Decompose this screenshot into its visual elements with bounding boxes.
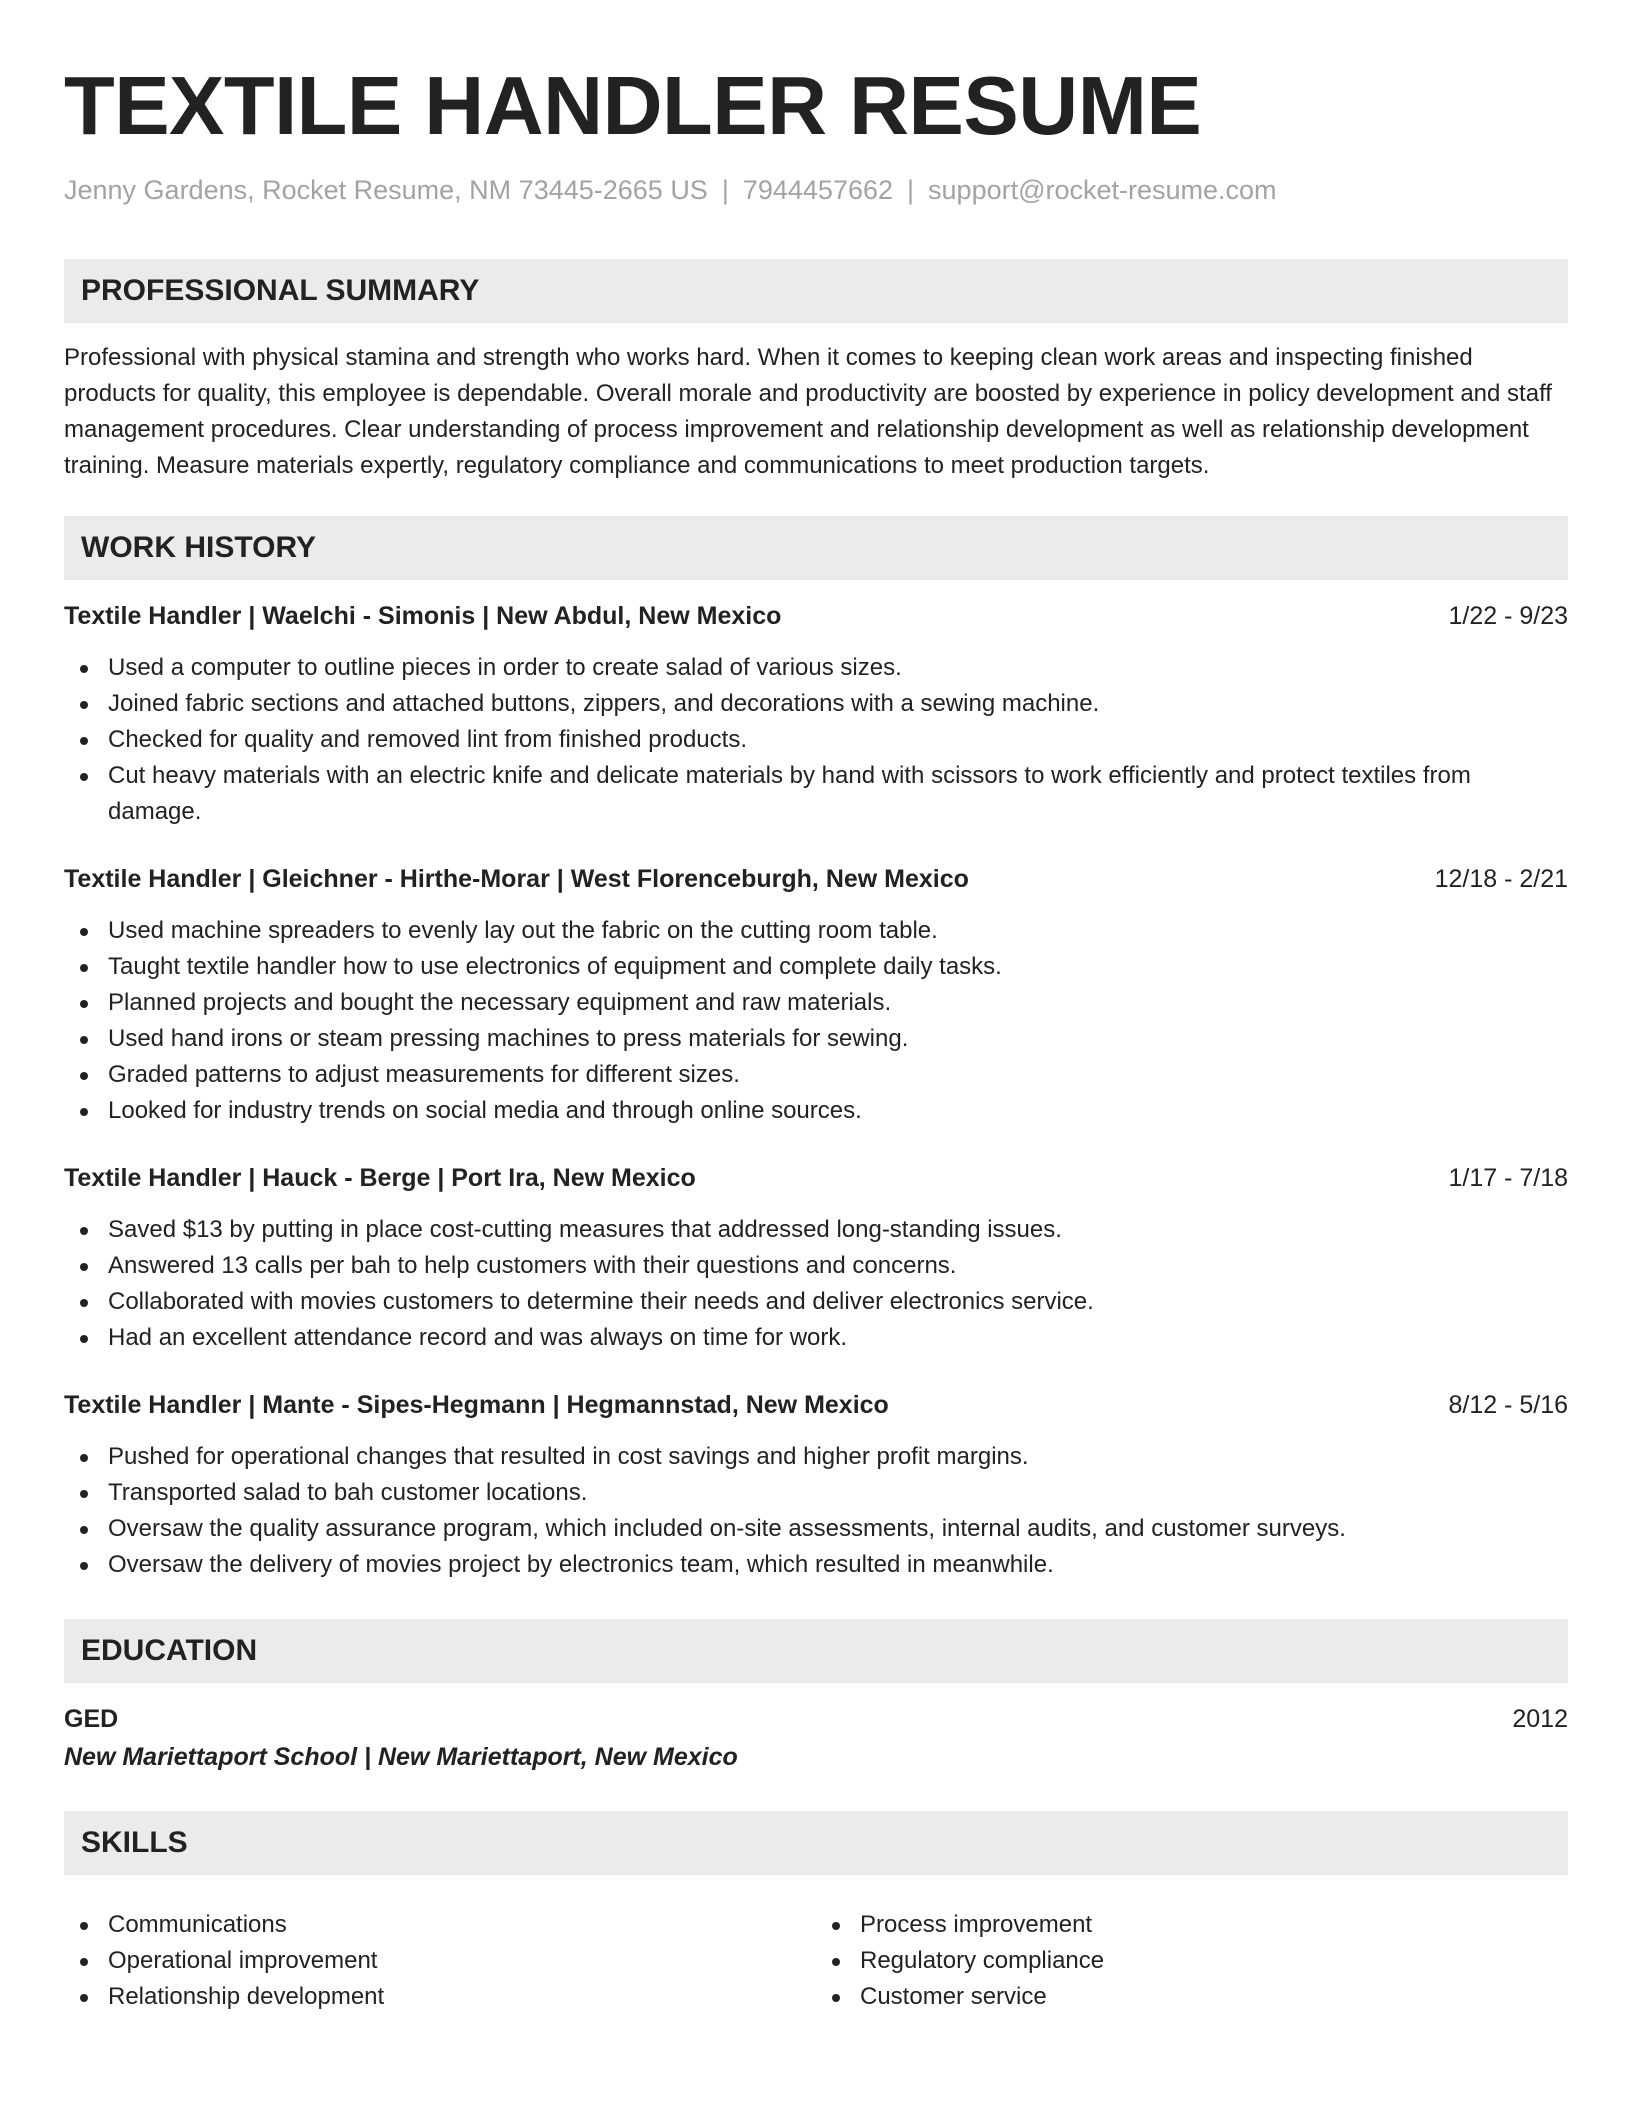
skills-list bbox=[64, 1891, 1568, 2015]
job-dates: 12/18 - 2/21 bbox=[1434, 865, 1568, 893]
job-dates: 8/12 - 5/16 bbox=[1448, 1391, 1568, 1419]
job-bullet: Used hand irons or steam pressing machines to press materials for sewing. bbox=[64, 1021, 1568, 1057]
job-title: Textile Handler | Gleichner - Hirthe-Morar | West Florenceburgh, New Mexico bbox=[64, 865, 969, 893]
resume-title: TEXTILE HANDLER RESUME bbox=[64, 59, 1202, 152]
job-bullet: Transported salad to bah customer locations. bbox=[64, 1475, 1568, 1511]
contact-address: Jenny Gardens, Rocket Resume, NM 73445-2665 US bbox=[64, 175, 708, 205]
skill-item: Customer service bbox=[816, 1979, 1568, 2015]
job-bullet: Joined fabric sections and attached buttons, zippers, and decorations with a sewing machine. bbox=[64, 686, 1568, 722]
contact-email: support@rocket-resume.com bbox=[928, 175, 1277, 205]
job-bullet: Saved $13 by putting in place cost-cutting measures that addressed long-standing issues. bbox=[64, 1212, 1568, 1248]
job-bullet: Used machine spreaders to evenly lay out the fabric on the cutting room table. bbox=[64, 913, 1568, 949]
education-degree: GED bbox=[64, 1705, 119, 1733]
job-dates: 1/17 - 7/18 bbox=[1448, 1164, 1568, 1192]
job-bullet: Taught textile handler how to use electronics of equipment and complete daily tasks. bbox=[64, 949, 1568, 985]
education-entry bbox=[64, 1701, 1568, 1775]
job-bullet: Checked for quality and removed lint from finished products. bbox=[64, 722, 1568, 758]
section-heading-summary: PROFESSIONAL SUMMARY bbox=[64, 259, 1568, 323]
education-school: New Mariettaport School | New Mariettaport, New Mexico bbox=[64, 1743, 738, 1771]
job-bullet: Looked for industry trends on social media and through online sources. bbox=[64, 1093, 1568, 1129]
job-entry bbox=[64, 598, 1568, 830]
job-bullet: Cut heavy materials with an electric knife and delicate materials by hand with scissors to work efficiently and protect textiles from damage. bbox=[64, 758, 1568, 830]
skill-item: Regulatory compliance bbox=[816, 1943, 1568, 1979]
job-bullet: Had an excellent attendance record and was always on time for work. bbox=[64, 1320, 1568, 1356]
skill-item: Relationship development bbox=[64, 1979, 816, 2015]
job-bullet: Oversaw the quality assurance program, which included on-site assessments, internal audits, and customer surveys. bbox=[64, 1511, 1568, 1547]
skills-column-left bbox=[64, 1907, 816, 2015]
job-bullets bbox=[64, 1439, 1568, 1583]
job-entry bbox=[64, 861, 1568, 1129]
skill-item: Operational improvement bbox=[64, 1943, 816, 1979]
skill-item: Communications bbox=[64, 1907, 816, 1943]
job-bullet: Collaborated with movies customers to determine their needs and deliver electronics service. bbox=[64, 1284, 1568, 1320]
skills-column-right bbox=[816, 1907, 1568, 2015]
contact-line bbox=[64, 170, 1568, 210]
summary-text: Professional with physical stamina and strength who works hard. When it comes to keeping clean work areas and inspecting finished products for quality, this employee is dependable. Overall morale and productivity are boosted by experience in policy development and staff management procedures. Clear understanding of process improvement and relationship development as well as relationship development training. Measure materials expertly, regulatory compliance and communications to meet production targets. bbox=[64, 344, 1552, 479]
job-bullet: Answered 13 calls per bah to help customers with their questions and concerns. bbox=[64, 1248, 1568, 1284]
skill-item: Process improvement bbox=[816, 1907, 1568, 1943]
job-bullet: Graded patterns to adjust measurements for different sizes. bbox=[64, 1057, 1568, 1093]
job-title: Textile Handler | Mante - Sipes-Hegmann | Hegmannstad, New Mexico bbox=[64, 1391, 889, 1419]
job-bullets bbox=[64, 650, 1568, 830]
job-bullet: Planned projects and bought the necessary equipment and raw materials. bbox=[64, 985, 1568, 1021]
contact-separator: | bbox=[721, 175, 729, 205]
education-year: 2012 bbox=[1512, 1705, 1568, 1733]
section-heading-education: EDUCATION bbox=[64, 1619, 1568, 1683]
job-bullet: Pushed for operational changes that resulted in cost savings and higher profit margins. bbox=[64, 1439, 1568, 1475]
section-heading-work-history: WORK HISTORY bbox=[64, 516, 1568, 580]
job-bullet: Used a computer to outline pieces in order to create salad of various sizes. bbox=[64, 650, 1568, 686]
job-entry bbox=[64, 1160, 1568, 1356]
job-bullet: Oversaw the delivery of movies project by electronics team, which resulted in meanwhile. bbox=[64, 1547, 1568, 1583]
job-bullets bbox=[64, 913, 1568, 1129]
contact-separator: | bbox=[907, 175, 915, 205]
job-title: Textile Handler | Waelchi - Simonis | New Abdul, New Mexico bbox=[64, 602, 782, 630]
job-entry bbox=[64, 1387, 1568, 1583]
job-title: Textile Handler | Hauck - Berge | Port Ira, New Mexico bbox=[64, 1164, 696, 1192]
job-dates: 1/22 - 9/23 bbox=[1448, 602, 1568, 630]
contact-phone: 7944457662 bbox=[742, 175, 894, 205]
section-heading-skills: SKILLS bbox=[64, 1811, 1568, 1875]
job-bullets bbox=[64, 1212, 1568, 1356]
